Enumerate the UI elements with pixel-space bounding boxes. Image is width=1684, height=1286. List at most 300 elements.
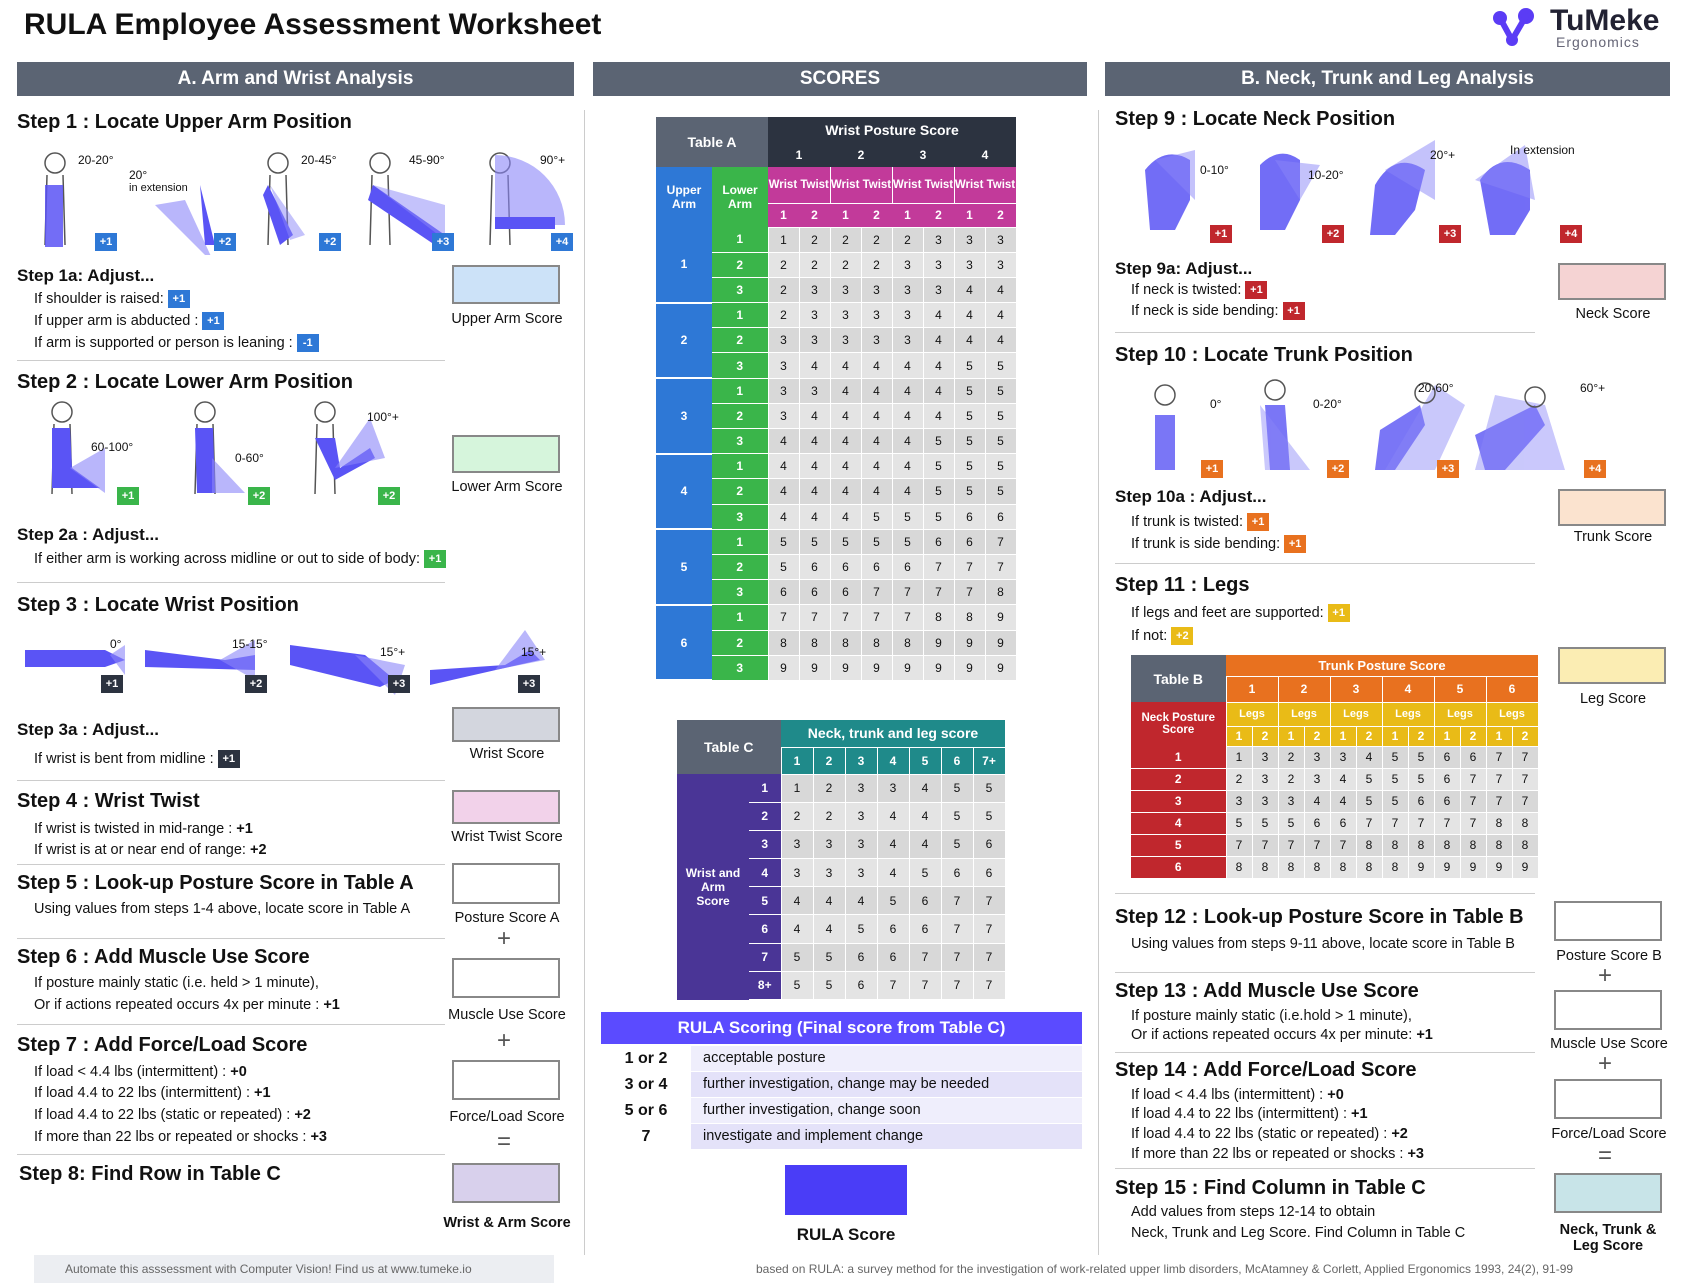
table-cell: 2 <box>830 252 861 277</box>
rula-score-meaning: acceptable posture <box>703 1050 826 1066</box>
rula-score-box[interactable] <box>785 1165 907 1215</box>
table-cell: 4 <box>799 454 830 479</box>
muscle-use-score-box[interactable] <box>452 958 560 998</box>
lower-arm-row-header: 2 <box>712 479 768 504</box>
table-cell: 7 <box>1512 746 1538 768</box>
table-cell: 7 <box>973 971 1005 999</box>
table-cell: 7 <box>973 915 1005 943</box>
angle-label: 0° <box>110 637 122 651</box>
table-cell: 5 <box>985 479 1016 504</box>
table-cell: 4 <box>861 403 892 428</box>
table-cell: 4 <box>830 479 861 504</box>
table-cell: 2 <box>861 252 892 277</box>
table-cell: 7 <box>1434 812 1460 834</box>
lower-arm-row-header: 3 <box>712 429 768 454</box>
table-cell: 9 <box>985 630 1016 655</box>
table-cell: 1 <box>781 774 813 802</box>
adjust-line: If trunk is twisted: +1 <box>1131 513 1269 531</box>
table-cell: 3 <box>830 328 861 353</box>
table-cell: 4 <box>799 479 830 504</box>
table-cell: 8 <box>1408 834 1434 856</box>
score-badge: +2 <box>1322 225 1344 243</box>
rula-score-range: 1 or 2 <box>601 1046 691 1071</box>
table-cell: 6 <box>973 859 1005 887</box>
legs-header: Legs <box>1434 702 1486 726</box>
force-load-score-box-b[interactable] <box>1554 1079 1662 1119</box>
table-cell: 3 <box>799 378 830 403</box>
table-cell: 5 <box>877 887 909 915</box>
wrist-twist-col-header: 2 <box>923 203 954 227</box>
table-cell: 8 <box>954 605 985 630</box>
lower-arm-row-header: 3 <box>712 504 768 529</box>
neck-posture-row-header: 5 <box>1131 834 1226 856</box>
table-cell: 5 <box>923 454 954 479</box>
plus-sign: + <box>497 925 512 952</box>
table-cell: 5 <box>1356 768 1382 790</box>
table-cell: 5 <box>985 353 1016 378</box>
table-cell: 9 <box>1512 856 1538 878</box>
posture-score-b-box[interactable] <box>1554 901 1662 941</box>
table-cell: 6 <box>909 915 941 943</box>
score-badge: +2 <box>319 233 341 251</box>
table-cell: 3 <box>985 252 1016 277</box>
muscle-use-score-box-b[interactable] <box>1554 990 1662 1030</box>
table-cell: 3 <box>813 830 845 858</box>
table-row <box>656 605 1016 630</box>
table-cell: 4 <box>909 830 941 858</box>
tumeke-logo-icon <box>1488 4 1540 50</box>
separator <box>1115 563 1535 564</box>
table-cell: 4 <box>892 403 923 428</box>
adjust-line: If either arm is working across midline or out to side of body: +1 <box>34 550 446 568</box>
table-cell: 4 <box>861 454 892 479</box>
neck-posture-row-header: 3 <box>1131 790 1226 812</box>
table-cell: 3 <box>1226 790 1252 812</box>
table-cell: 7 <box>1252 834 1278 856</box>
table-cell: 4 <box>799 429 830 454</box>
table-cell: 4 <box>985 328 1016 353</box>
table-cell: 2 <box>1278 746 1304 768</box>
rula-scoring-row <box>601 1072 1082 1097</box>
table-cell: 4 <box>830 378 861 403</box>
table-cell: 3 <box>861 303 892 328</box>
step3a-title: Step 3a : Adjust... <box>17 720 160 739</box>
angle-label: 0-20° <box>1313 397 1342 411</box>
separator <box>17 1154 445 1155</box>
force-load-score-box[interactable] <box>452 1060 560 1100</box>
table-cell: 8 <box>985 580 1016 605</box>
table-cell: 4 <box>813 887 845 915</box>
neck-score-box[interactable] <box>1558 263 1666 300</box>
angle-label: 60-100° <box>91 440 134 454</box>
wrist-score-box[interactable] <box>452 707 560 742</box>
score-badge: +1 <box>1284 535 1306 553</box>
legs-header: Legs <box>1226 702 1278 726</box>
table-cell: 1 <box>768 227 799 252</box>
separator <box>17 582 445 583</box>
table-cell: 7 <box>830 605 861 630</box>
header-arm-wrist: A. Arm and Wrist Analysis <box>17 62 574 96</box>
score-badge: +1 <box>1328 604 1350 622</box>
score-badge: +2 <box>245 675 267 693</box>
table-row <box>656 454 1016 479</box>
equals-sign: = <box>497 1128 512 1155</box>
table-cell: 4 <box>861 378 892 403</box>
step13-line: If posture mainly static (i.e.hold > 1 minute), <box>1131 1008 1412 1024</box>
wrist-arm-header: Wrist and Arm Score <box>677 774 749 1000</box>
table-cell: 7 <box>1512 768 1538 790</box>
upper-arm-row-header: 5 <box>656 529 712 605</box>
table-cell: 8 <box>830 630 861 655</box>
trunk-score-box[interactable] <box>1558 489 1666 526</box>
table-cell: 4 <box>861 429 892 454</box>
table-cell: 4 <box>923 353 954 378</box>
table-cell: 4 <box>877 859 909 887</box>
table-cell: 5 <box>923 429 954 454</box>
step7-line: If load < 4.4 lbs (intermittent) : +0 <box>34 1064 247 1080</box>
leg-score-label: Leg Score <box>1579 691 1647 707</box>
table-cell: 8 <box>1460 834 1486 856</box>
table-cell: 6 <box>954 529 985 554</box>
table-cell: 7 <box>892 605 923 630</box>
table-cell: 3 <box>830 303 861 328</box>
angle-label: in extension <box>129 182 188 194</box>
table-cell: 6 <box>877 915 909 943</box>
table-cell: 2 <box>1278 768 1304 790</box>
table-cell: 5 <box>768 529 799 554</box>
table-cell: 5 <box>954 479 985 504</box>
table-row <box>1131 746 1538 768</box>
score-badge: +3 <box>388 675 410 693</box>
table-cell: 5 <box>892 529 923 554</box>
table-cell: 5 <box>768 554 799 579</box>
table-cell: 4 <box>923 303 954 328</box>
header-neck-trunk-leg: B. Neck, Trunk and Leg Analysis <box>1105 62 1670 96</box>
neck-posture-row-header: 1 <box>1131 746 1226 768</box>
step10-title: Step 10 : Locate Trunk Position <box>1115 344 1413 366</box>
table-cell: 8 <box>1330 856 1356 878</box>
adjust-line: If upper arm is abducted : +1 <box>34 312 224 330</box>
table-cell: 5 <box>861 529 892 554</box>
table-cell: 4 <box>892 429 923 454</box>
table-cell: 6 <box>1434 790 1460 812</box>
neck-trunk-leg-col-header: 4 <box>877 747 909 774</box>
table-cell: 6 <box>861 554 892 579</box>
step13-line: Or if actions repeated occurs 4x per minute: +1 <box>1131 1027 1433 1043</box>
table-cell: 8 <box>892 630 923 655</box>
upper-arm-score-box[interactable] <box>452 265 560 304</box>
table-cell: 5 <box>954 429 985 454</box>
wrist-arm-row-header: 7 <box>749 943 781 971</box>
table-cell: 5 <box>813 971 845 999</box>
lower-arm-row-header: 1 <box>712 605 768 630</box>
table-cell: 5 <box>1252 812 1278 834</box>
table-cell: 2 <box>781 802 813 830</box>
trunk-posture-col-header: 1 <box>1226 676 1278 702</box>
upper-arm-row-header: 1 <box>656 227 712 303</box>
table-cell: 7 <box>973 943 1005 971</box>
table-c-label: Table C <box>677 720 781 774</box>
rula-score-range: 7 <box>601 1124 691 1149</box>
angle-label: In extension <box>1510 143 1575 157</box>
upper-arm-score-label: Upper Arm Score <box>451 311 563 327</box>
table-cell: 6 <box>941 859 973 887</box>
table-row <box>1131 790 1538 812</box>
table-cell: 5 <box>845 915 877 943</box>
table-cell: 3 <box>1330 746 1356 768</box>
lower-arm-row-header: 3 <box>712 580 768 605</box>
separator <box>1115 972 1535 973</box>
table-cell: 6 <box>830 580 861 605</box>
neck-figures <box>1135 140 1565 250</box>
table-cell: 7 <box>954 554 985 579</box>
step15-title: Step 15 : Find Column in Table C <box>1115 1177 1426 1199</box>
neck-trunk-leg-score-label: Neck, Trunk & Leg Score <box>1559 1222 1657 1254</box>
legs-col-header: 2 <box>1460 726 1486 746</box>
table-cell: 3 <box>877 774 909 802</box>
legs-col-header: 1 <box>1434 726 1460 746</box>
leg-score-box[interactable] <box>1558 647 1666 684</box>
table-cell: 3 <box>781 859 813 887</box>
table-cell: 7 <box>1278 834 1304 856</box>
wrist-twist-score-box[interactable] <box>452 790 560 824</box>
table-cell: 7 <box>954 580 985 605</box>
neck-trunk-leg-col-header: 3 <box>845 747 877 774</box>
force-load-score-label: Force/Load Score <box>449 1109 565 1125</box>
table-cell: 9 <box>892 655 923 680</box>
divider <box>584 110 585 1255</box>
lower-arm-score-box[interactable] <box>452 435 560 473</box>
table-cell: 2 <box>813 802 845 830</box>
separator <box>17 360 445 361</box>
legs-col-header: 1 <box>1226 726 1252 746</box>
table-cell: 7 <box>1460 768 1486 790</box>
wrist-twist-col-header: 1 <box>830 203 861 227</box>
table-row <box>1131 856 1538 878</box>
table-cell: 9 <box>923 655 954 680</box>
table-cell: 6 <box>1434 746 1460 768</box>
score-badge: +1 <box>101 675 123 693</box>
legs-header: Legs <box>1278 702 1330 726</box>
footer-left[interactable]: Automate this asssessment with Computer Vision! Find us at www.tumeke.io <box>65 1262 472 1276</box>
legs-col-header: 2 <box>1356 726 1382 746</box>
table-cell: 8 <box>1382 834 1408 856</box>
table-cell: 7 <box>1486 768 1512 790</box>
table-cell: 7 <box>1486 746 1512 768</box>
table-cell: 7 <box>909 943 941 971</box>
table-cell: 2 <box>813 774 845 802</box>
upper-arm-row-header: 3 <box>656 378 712 454</box>
table-cell: 3 <box>799 303 830 328</box>
table-cell: 8 <box>768 630 799 655</box>
table-cell: 7 <box>941 887 973 915</box>
table-cell: 5 <box>985 403 1016 428</box>
table-cell: 7 <box>892 580 923 605</box>
table-cell: 6 <box>1460 746 1486 768</box>
posture-score-a-label: Posture Score A <box>454 910 560 926</box>
step6-line: Or if actions repeated occurs 4x per minute : +1 <box>34 997 340 1013</box>
table-cell: 6 <box>985 504 1016 529</box>
table-cell: 7 <box>799 605 830 630</box>
wrist-twist-col-header: 1 <box>954 203 985 227</box>
table-cell: 4 <box>830 403 861 428</box>
trunk-posture-col-header: 3 <box>1330 676 1382 702</box>
separator <box>1115 1052 1535 1053</box>
step5-line: Using values from steps 1-4 above, locate score in Table A <box>34 901 411 917</box>
table-cell: 4 <box>954 277 985 302</box>
separator <box>17 864 445 865</box>
table-cell: 4 <box>813 915 845 943</box>
table-cell: 3 <box>768 353 799 378</box>
adjust-line: If legs and feet are supported: +1 <box>1131 604 1350 622</box>
wrist-posture-col-header: 1 <box>768 142 830 167</box>
score-badge: +2 <box>378 487 400 505</box>
table-cell: 7 <box>985 529 1016 554</box>
wrist-posture-col-header: 3 <box>892 142 954 167</box>
legs-header: Legs <box>1330 702 1382 726</box>
lower-arm-row-header: 1 <box>712 454 768 479</box>
angle-label: 20-45° <box>301 153 337 167</box>
table-cell: 4 <box>1330 768 1356 790</box>
table-cell: 2 <box>892 227 923 252</box>
angle-label: 20° <box>129 168 148 182</box>
table-cell: 4 <box>768 454 799 479</box>
table-cell: 8 <box>1226 856 1252 878</box>
table-cell: 1 <box>1226 746 1252 768</box>
table-cell: 2 <box>768 277 799 302</box>
score-badge: +4 <box>1584 460 1606 478</box>
table-a-top-header: Wrist Posture Score <box>768 117 1016 142</box>
lower-arm-row-header: 2 <box>712 403 768 428</box>
wrist-arm-row-header: 5 <box>749 887 781 915</box>
posture-score-a-box[interactable] <box>452 863 560 904</box>
table-cell: 2 <box>799 252 830 277</box>
score-badge: +1 <box>1245 281 1267 299</box>
trunk-posture-col-header: 6 <box>1486 676 1538 702</box>
step2a-title: Step 2a : Adjust... <box>17 525 160 544</box>
muscle-use-score-label-b: Muscle Use Score <box>1550 1036 1668 1052</box>
table-cell: 5 <box>781 943 813 971</box>
lower-arm-row-header: 2 <box>712 328 768 353</box>
lower-arm-row-header: 2 <box>712 252 768 277</box>
step4-line: If wrist is twisted in mid-range : +1 <box>34 821 253 837</box>
score-badge: +1 <box>117 487 139 505</box>
table-cell: 7 <box>909 971 941 999</box>
upper-arm-row-header: 6 <box>656 605 712 681</box>
table-cell: 6 <box>1434 768 1460 790</box>
logo-name: TuMeke <box>1550 4 1660 37</box>
table-cell: 4 <box>861 479 892 504</box>
lower-arm-score-label: Lower Arm Score <box>451 479 563 495</box>
trunk-posture-col-header: 2 <box>1278 676 1330 702</box>
table-cell: 3 <box>954 227 985 252</box>
separator <box>1115 332 1535 333</box>
neck-trunk-leg-score-box[interactable] <box>1554 1173 1662 1213</box>
table-row <box>1131 812 1538 834</box>
table-cell: 4 <box>781 887 813 915</box>
table-cell: 4 <box>845 887 877 915</box>
score-badge: +1 <box>1283 302 1305 320</box>
wrist-twist-col-header: 1 <box>892 203 923 227</box>
neck-posture-row-header: 4 <box>1131 812 1226 834</box>
table-cell: 4 <box>781 915 813 943</box>
table-cell: 5 <box>973 774 1005 802</box>
table-cell: 9 <box>954 630 985 655</box>
plus-sign: + <box>1598 1050 1613 1077</box>
table-cell: 2 <box>1226 768 1252 790</box>
table-cell: 6 <box>923 529 954 554</box>
table-cell: 4 <box>923 378 954 403</box>
lower-arm-header: Lower Arm <box>712 167 768 227</box>
wrist-arm-row-header: 8+ <box>749 971 781 999</box>
legs-col-header: 1 <box>1330 726 1356 746</box>
table-cell: 6 <box>845 943 877 971</box>
adjust-line: If neck is side bending: +1 <box>1131 302 1305 320</box>
adjust-line: If arm is supported or person is leaning : -1 <box>34 334 319 352</box>
legs-col-header: 2 <box>1512 726 1538 746</box>
wrist-arm-score-label: Wrist & Arm Score <box>443 1215 571 1231</box>
table-cell: 3 <box>845 830 877 858</box>
table-cell: 8 <box>1486 812 1512 834</box>
step13-title: Step 13 : Add Muscle Use Score <box>1115 980 1419 1002</box>
table-cell: 9 <box>1460 856 1486 878</box>
step14-line: If load < 4.4 lbs (intermittent) : +0 <box>1131 1087 1344 1103</box>
lower-arm-row-header: 3 <box>712 655 768 680</box>
legs-header: Legs <box>1486 702 1538 726</box>
table-cell: 3 <box>923 252 954 277</box>
step9a-title: Step 9a: Adjust... <box>1115 259 1253 278</box>
table-cell: 7 <box>1408 812 1434 834</box>
upper-arm-row-header: 2 <box>656 303 712 379</box>
neck-posture-header: Neck Posture Score <box>1131 702 1226 746</box>
score-badge: +2 <box>248 487 270 505</box>
table-cell: 4 <box>892 454 923 479</box>
muscle-use-score-label: Muscle Use Score <box>448 1007 566 1023</box>
table-cell: 3 <box>768 328 799 353</box>
table-cell: 3 <box>845 859 877 887</box>
table-cell: 4 <box>909 802 941 830</box>
step1a-title: Step 1a: Adjust... <box>17 266 155 285</box>
neck-trunk-leg-col-header: 2 <box>813 747 845 774</box>
step7-line: If load 4.4 to 22 lbs (intermittent) : +1 <box>34 1085 271 1101</box>
table-cell: 3 <box>845 774 877 802</box>
wrist-arm-score-box[interactable] <box>452 1163 560 1203</box>
force-load-score-label-b: Force/Load Score <box>1551 1126 1667 1142</box>
table-cell: 6 <box>830 554 861 579</box>
table-cell: 9 <box>1408 856 1434 878</box>
adjust-line: If wrist is bent from midline : +1 <box>34 750 240 768</box>
rula-scoring-header: RULA Scoring (Final score from Table C) <box>601 1012 1082 1044</box>
table-cell: 8 <box>1252 856 1278 878</box>
table-cell: 5 <box>1408 768 1434 790</box>
angle-label: 20°+ <box>1430 148 1456 162</box>
table-cell: 4 <box>1330 790 1356 812</box>
table-cell: 3 <box>861 277 892 302</box>
table-cell: 4 <box>985 277 1016 302</box>
score-badge: +1 <box>95 233 117 251</box>
adjust-line: If neck is twisted: +1 <box>1131 281 1267 299</box>
wrist-posture-col-header: 4 <box>954 142 1016 167</box>
table-cell: 6 <box>892 554 923 579</box>
table-cell: 8 <box>923 605 954 630</box>
table-cell: 3 <box>799 328 830 353</box>
table-cell: 9 <box>1434 856 1460 878</box>
table-cell: 5 <box>923 504 954 529</box>
score-badge: +1 <box>168 290 190 308</box>
lower-arm-row-header: 1 <box>712 529 768 554</box>
step2-title: Step 2 : Locate Lower Arm Position <box>17 371 353 393</box>
step14-title: Step 14 : Add Force/Load Score <box>1115 1059 1417 1081</box>
